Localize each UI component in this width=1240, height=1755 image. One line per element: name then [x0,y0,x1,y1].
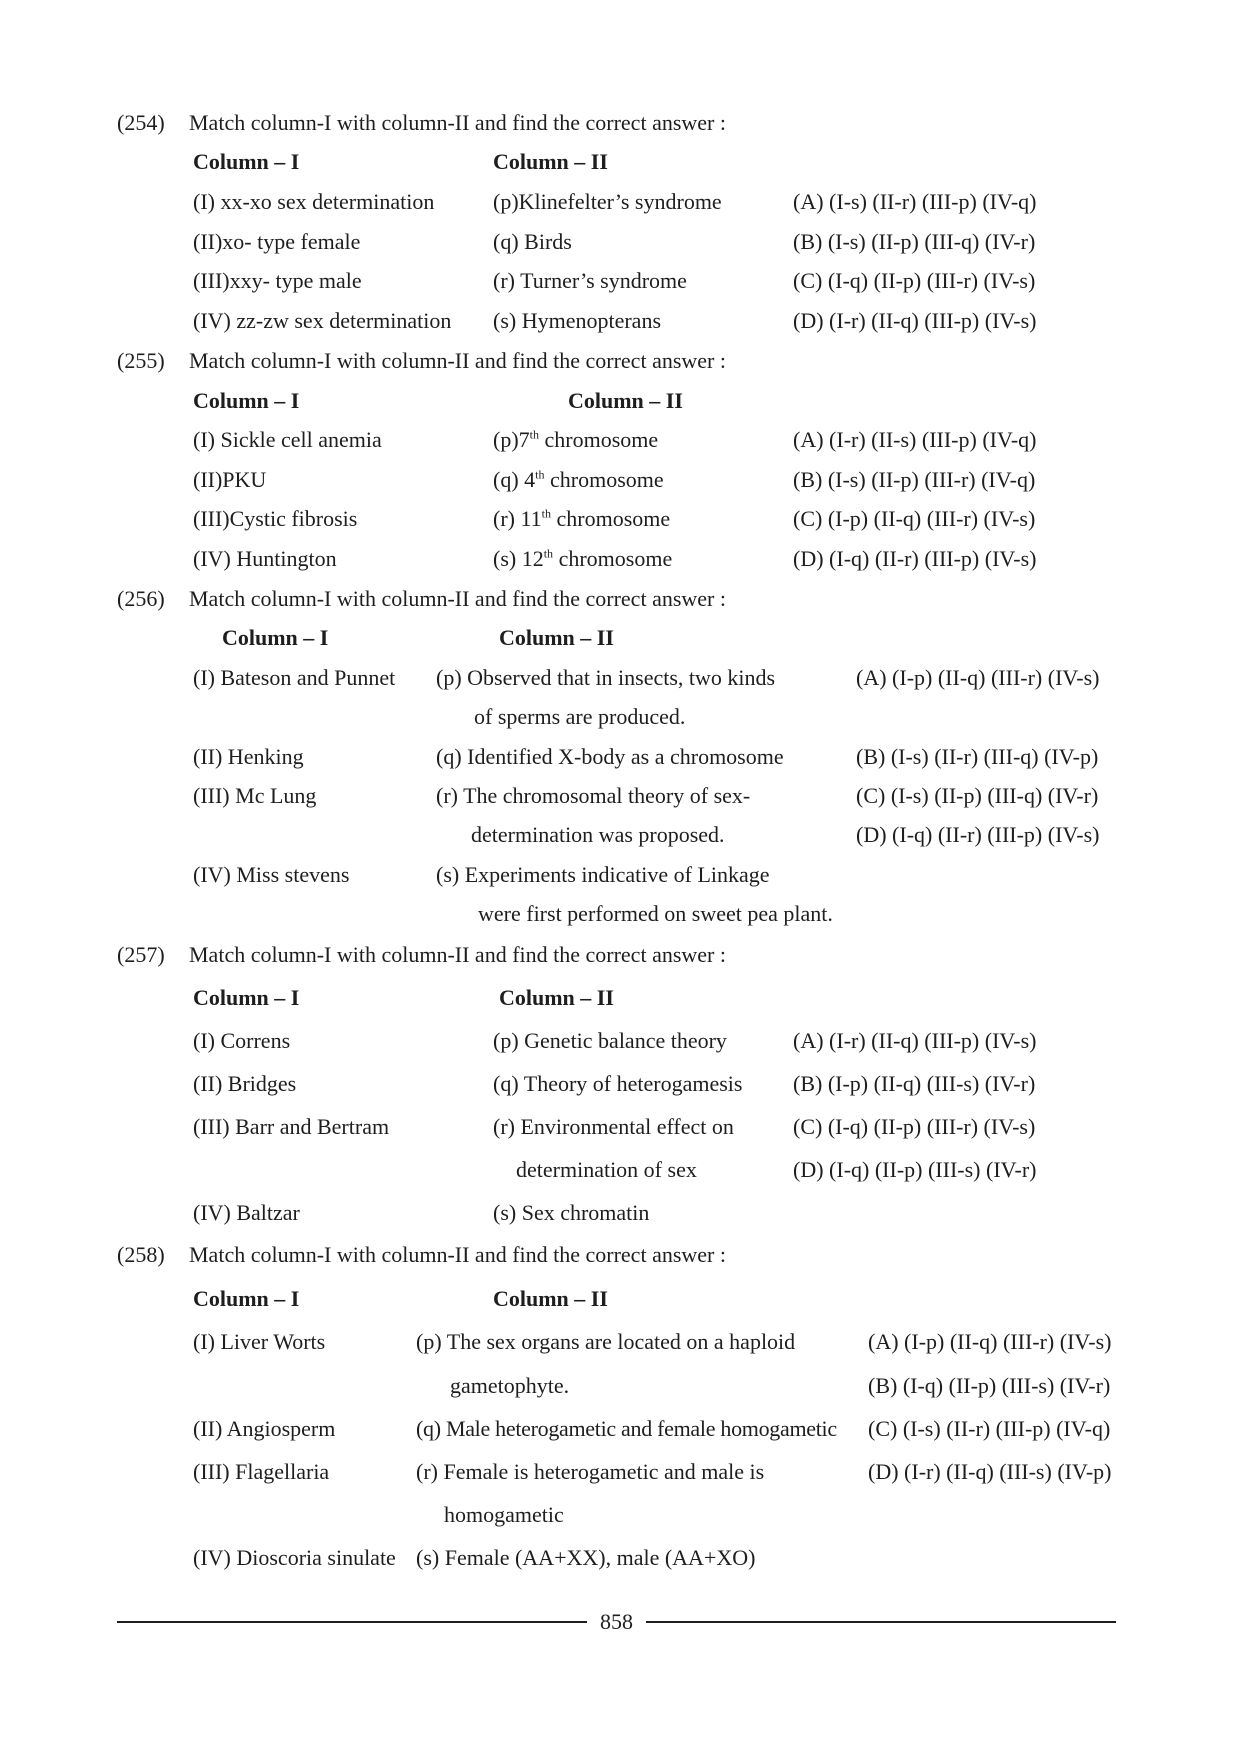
column-i-item: (I) Liver Worts [193,1329,326,1354]
column-i-item: (III) Barr and Bertram [193,1114,390,1139]
column-ii-item: (s) Sex chromatin [493,1200,650,1225]
ordinal-suffix: th [543,546,554,561]
column-i-header: Column – I [193,388,300,413]
text: (r) 11 [493,506,542,531]
footer-rule-right [646,1621,1116,1623]
text: (p)7 [493,427,530,452]
column-i-item: (II) Angiosperm [193,1416,336,1441]
answer-option: (C) (I-s) (II-p) (III-q) (IV-r) [856,783,1099,808]
column-ii-header: Column – II [499,985,614,1010]
answer-option: (C) (I-q) (II-p) (III-r) (IV-s) [793,268,1036,293]
column-ii-item: (r) Turner’s syndrome [493,268,687,293]
answer-option: (A) (I-r) (II-s) (III-p) (IV-q) [793,427,1037,452]
column-i-item: (II) Henking [193,744,304,769]
column-i-header: Column – I [193,985,300,1010]
column-i-item: (III) Flagellaria [193,1459,330,1484]
column-ii-item [493,427,658,453]
column-ii-item-continued: homogametic [444,1502,564,1527]
answer-option: (C) (I-q) (II-p) (III-r) (IV-s) [793,1114,1036,1139]
column-i-item: (II)PKU [193,467,267,492]
ordinal-suffix: th [535,467,545,482]
column-ii-item: (p) Observed that in insects, two kinds [436,665,776,690]
column-i-item: (II)xo- type female [193,229,361,254]
column-i-item: (I) Bateson and Punnet [193,665,396,690]
question-prompt: Match column-I with column-II and find the correct answer : [189,1242,726,1267]
answer-option: (A) (I-p) (II-q) (III-r) (IV-s) [856,665,1100,690]
text: (s) 12 [493,546,544,571]
column-ii-item [493,467,664,493]
answer-option: (B) (I-s) (II-p) (III-q) (IV-r) [793,229,1036,254]
column-ii-item: (r) Female is heterogametic and male is [416,1459,765,1484]
answer-option: (C) (I-p) (II-q) (III-r) (IV-s) [793,506,1036,531]
ordinal-suffix: th [541,506,552,521]
column-i-item: (I) xx-xo sex determination [193,189,435,214]
column-i-item: (IV) Dioscoria sinulate [193,1545,396,1570]
answer-option: (D) (I-r) (II-q) (III-p) (IV-s) [793,308,1037,333]
answer-option: (D) (I-r) (II-q) (III-s) (IV-p) [868,1459,1112,1484]
column-ii-header: Column – II [493,1286,608,1311]
column-ii-item-continued: determination of sex [516,1157,697,1182]
column-ii-item: (q) Birds [493,229,572,254]
column-ii-header: Column – II [499,625,614,650]
answer-option: (D) (I-q) (II-r) (III-p) (IV-s) [793,546,1037,571]
answer-option: (B) (I-s) (II-p) (III-r) (IV-q) [793,467,1036,492]
question-prompt: Match column-I with column-II and find the correct answer : [189,348,726,373]
column-ii-item: (p)Klinefelter’s syndrome [493,189,722,214]
answer-option: (A) (I-r) (II-q) (III-p) (IV-s) [793,1028,1037,1053]
answer-option: (A) (I-s) (II-r) (III-p) (IV-q) [793,189,1037,214]
answer-option: (A) (I-p) (II-q) (III-r) (IV-s) [868,1329,1112,1354]
answer-option: (B) (I-q) (II-p) (III-s) (IV-r) [868,1373,1111,1398]
column-i-item: (III) Mc Lung [193,783,317,808]
text: (q) 4 [493,467,536,492]
column-ii-item: (r) The chromosomal theory of sex- [436,783,751,808]
column-i-item: (IV) Miss stevens [193,862,350,887]
question-prompt: Match column-I with column-II and find the correct answer : [189,586,726,611]
question-number: (258) [117,1242,165,1267]
column-ii-item-continued: determination was proposed. [471,822,725,847]
column-ii-header: Column – II [568,388,683,413]
column-ii-item: (p) The sex organs are located on a haploid [416,1329,796,1354]
column-ii-item: (p) Genetic balance theory [493,1028,727,1053]
column-i-header: Column – I [222,625,329,650]
answer-option: (B) (I-s) (II-r) (III-q) (IV-p) [856,744,1099,769]
column-i-item: (IV) Huntington [193,546,337,571]
footer-rule-left [117,1621,587,1623]
column-i-item: (I) Correns [193,1028,291,1053]
column-ii-item: (s) Hymenopterans [493,308,662,333]
question-number: (256) [117,586,165,611]
answer-option: (C) (I-s) (II-r) (III-p) (IV-q) [868,1416,1111,1441]
column-ii-item-continued: of sperms are produced. [474,704,686,729]
column-ii-item-continued: gametophyte. [450,1373,570,1398]
column-ii-item: (q) Male heterogametic and female homogametic [416,1416,837,1441]
column-ii-item: (s) Experiments indicative of Linkage [436,862,770,887]
question-number: (255) [117,348,165,373]
column-ii-item: (s) Female (AA+XX), male (AA+XO) [416,1545,756,1570]
text: chromosome [539,427,659,452]
column-ii-header: Column – II [493,149,608,174]
answer-option: (D) (I-q) (II-r) (III-p) (IV-s) [856,822,1100,847]
answer-option: (D) (I-q) (II-p) (III-s) (IV-r) [793,1157,1037,1182]
column-ii-item: (q) Identified X-body as a chromosome [436,744,784,769]
column-i-header: Column – I [193,149,300,174]
column-i-item: (II) Bridges [193,1071,297,1096]
column-i-item: (III)xxy- type male [193,268,362,293]
question-prompt: Match column-I with column-II and find the correct answer : [189,942,726,967]
column-ii-item: (q) Theory of heterogamesis [493,1071,743,1096]
question-number: (257) [117,942,165,967]
question-prompt: Match column-I with column-II and find the correct answer : [189,110,726,135]
question-number: (254) [117,110,165,135]
ordinal-suffix: th [529,427,539,442]
column-ii-item [493,506,670,532]
column-i-item: (IV) zz-zw sex determination [193,308,452,333]
column-ii-item [493,546,672,572]
answer-option: (B) (I-p) (II-q) (III-s) (IV-r) [793,1071,1036,1096]
column-ii-item-continued: were first performed on sweet pea plant. [478,901,833,926]
text: chromosome [553,546,673,571]
text: chromosome [544,467,664,492]
column-ii-item: (r) Environmental effect on [493,1114,734,1139]
page-number: 858 [600,1609,633,1634]
text: chromosome [551,506,671,531]
column-i-item: (IV) Baltzar [193,1200,300,1225]
column-i-item: (III)Cystic fibrosis [193,506,358,531]
column-i-item: (I) Sickle cell anemia [193,427,382,452]
column-i-header: Column – I [193,1286,300,1311]
